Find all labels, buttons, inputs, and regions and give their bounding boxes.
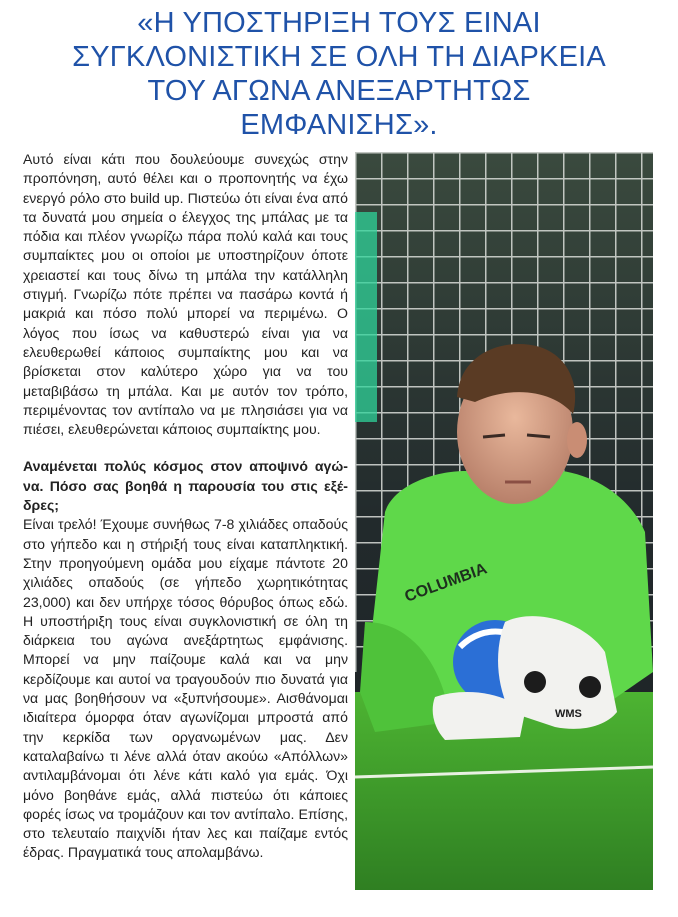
goalkeeper-photo bbox=[355, 152, 653, 890]
headline-line-3: ΤΟΥ ΑΓΩΝΑ ΑΝΕΞΑΡΤΗΤΩΣ bbox=[147, 75, 531, 107]
interview-question: Αναμένεται πολύς κόσμος στον αποψινό αγώνα. Πόσο σας βοηθά η παρουσία του στις εξέδρες; bbox=[23, 458, 348, 514]
article-text-column bbox=[23, 150, 348, 863]
pull-quote-headline bbox=[0, 6, 678, 142]
answer-paragraph-1: Αυτό είναι κάτι που δουλεύουμε συνεχώς στην προπόνηση, αυτό θέλει και ο προπονητής να έχω ενεργό ρόλο στο build up. Πιστεύω ότι είναι ένα από τα δυνατά μου σημεία ο έλεγχος της μπάλας με τα πόδια και πλέον γνωρίζω πάρα πολύ καλά και τους συμπαίκτες μου οι οποίοι με υποστηρίζουν όποτε χρειαστεί και τους δίνω τη μπάλα την κατάλληλη στιγμή. Γνωρίζω πότε πρέπει να πασάρω κοντά ή μακριά και πόσο πολύ μπορεί να περιμένω. Ο λόγος που ίσως να καθυστερώ είναι για να ελευθερωθεί κάποιος συμπαίκτης μου και να βρίσκεται στον καλύτερο χώρο για να του μεταβιβάσω τη μπάλα. Και με αυτόν τον τρόπο, περιμένοντας τον αντίπαλο να με πλησιάσει για να πιέσει, ελευθερώνεται κάποιος συμπαίκτης μου. bbox=[23, 151, 348, 438]
headline-line-1: «Η ΥΠΟΣΤΗΡΙΞΗ ΤΟΥΣ ΕΙΝΑΙ bbox=[137, 7, 541, 39]
headline-line-2: ΣΥΓΚΛΟΝΙΣΤΙΚΗ ΣΕ ΟΛΗ ΤΗ ΔΙΑΡΚΕΙΑ bbox=[72, 41, 606, 73]
jersey-sponsor-text: COLUMBIA bbox=[402, 560, 490, 606]
headline-line-4: ΕΜΦΑΝΙΣΗΣ». bbox=[240, 109, 438, 141]
glove-brand-text: WMS bbox=[555, 708, 582, 720]
answer-paragraph-2: Είναι τρελό! Έχουμε συνήθως 7-8 χιλιάδες οπαδούς στο γήπεδο και η στήριξή τους είναι καταπληκτική. Στην προηγούμενη ομάδα μου είχαμε πάντοτε 20 χιλιάδες οπαδούς (σε γήπεδο χωρητικότητας 23,000) και δεν υπήρχε τόσος θόρυβος όπως εδώ. Η υποστήριξη τους είναι συγκλονιστική σε όλη τη διάρκεια του αγώνα ανεξάρτητως εμφάνισης. Μπορεί να μην παίζουμε καλά και να μην κερδίζουμε και αυτοί να τραγουδούν πιο δυνατά για να μας βοηθήσουν να «ξυπνήσουμε». Αισθάνομαι ιδιαίτερα όμορφα όταν αγωνίζομαι μπροστά από την κερκίδα των οργανωμένων μας. Δεν καταλαβαίνω τι λένε αλλά όταν ακούω «Απόλλων» αντιλαμβάνομαι ότι λένε κάτι καλό για εμάς. Όχι μόνο βοηθάνε εμάς, αλλά πιστεύω ότι κάποιες φορές ίσως να τρομάζουν και τον αντίπαλο. Επίσης, στο τελευταίο παιχνίδι ήταν λες και παίζαμε εντός έδρας. Πραγματικά τους απολαμβάνω. bbox=[23, 516, 348, 861]
